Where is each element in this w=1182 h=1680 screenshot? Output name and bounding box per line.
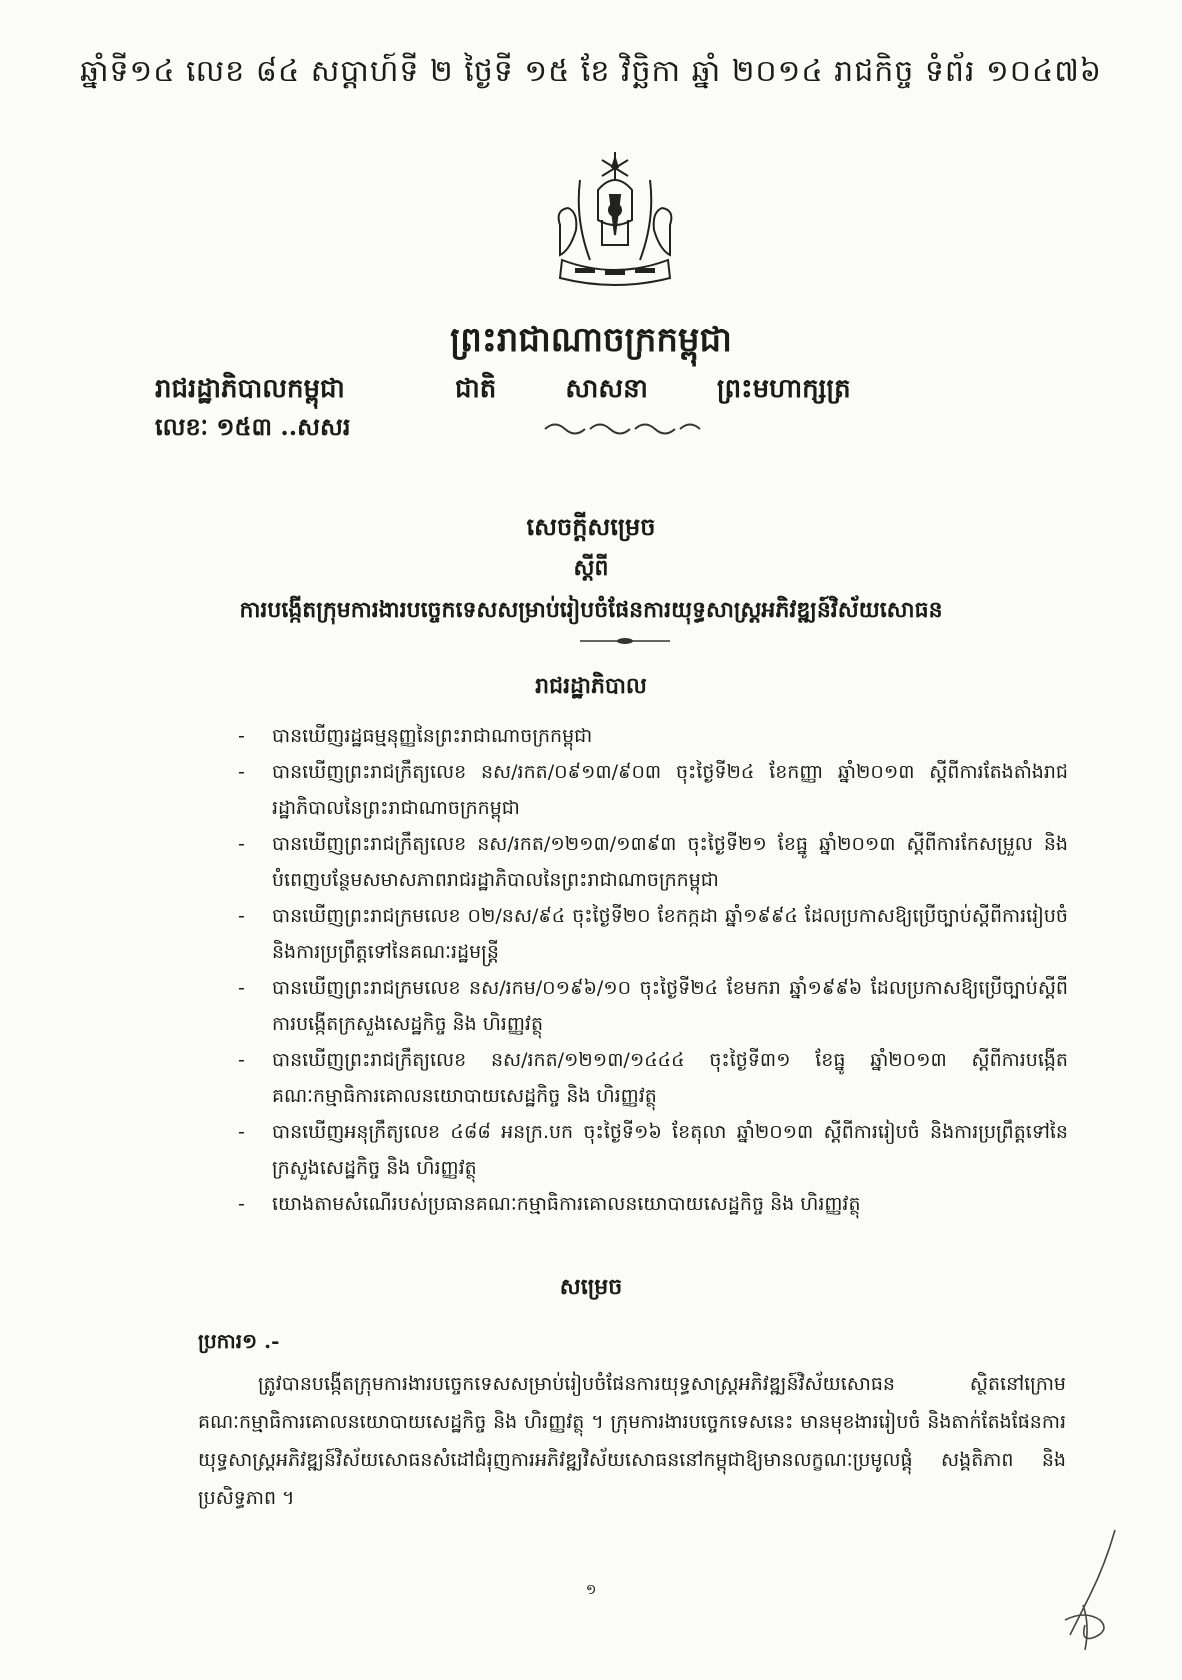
consideration-item: - បានឃើញព្រះរាជក្រមលេខ នស/រកម/០១៩៦/១០ ចុះថ្ងៃទី២៤ ខែមករា ឆ្នាំ១៩៩៦ ដែលប្រកាសឱ្យប្រើច្បាប់ស្តីពីការបង្កើតក្រសួងសេដ្ឋកិច្ច និង ហិរញ្ញវត្ថុ [238, 970, 1068, 1042]
motto-religion: សាសនា [565, 374, 648, 404]
consideration-item: - បានឃើញព្រះរាជក្រមលេខ ០២/នស/៩៤ ចុះថ្ងៃទី២០ ខែកក្កដា ឆ្នាំ១៩៩៤ ដែលប្រកាសឱ្យប្រើច្បាប់ស្តីពីការរៀបចំនិងការប្រព្រឹត្តទៅនៃគណៈរដ្ឋមន្ត្រី [238, 898, 1068, 970]
handwritten-initials [1055, 1525, 1130, 1655]
motto-king: ព្រះមហាក្សត្រ [716, 374, 851, 404]
consideration-item: - យោងតាមសំណើរបស់ប្រធានគណៈកម្មាធិការគោលនយោបាយសេដ្ឋកិច្ច និង ហិរញ្ញវត្ថុ [238, 1186, 1068, 1222]
national-motto [455, 372, 851, 410]
kingdom-title: ព្រះរាជាណាចក្រកម្ពុជា [450, 320, 732, 360]
document-number: លេខៈ ១៥៣ ..សសរ [155, 412, 351, 441]
motto-nation: ជាតិ [455, 374, 497, 404]
on-label: ស្តីពី [573, 555, 609, 581]
considerations-list [238, 718, 1068, 1222]
consideration-item: - បានឃើញព្រះរាជក្រឹត្យលេខ នស/រកត/១២១៣/១៣៩៣ ចុះថ្ងៃទី២១ ខែធ្នូ ឆ្នាំ២០១៣ ស្តីពីការកែសម្រួល និងបំពេញបន្ថែមសមាសភាពរាជរដ្ឋាភិបាលនៃព្រះរាជាណាចក្រកម្ពុជា [238, 826, 1068, 898]
divider-ornament [580, 636, 670, 646]
consideration-item: - បានឃើញអនុក្រឹត្យលេខ ៤៨៨ អនក្រ.បក ចុះថ្ងៃទី១៦ ខែតុលា ឆ្នាំ២០១៣ ស្តីពីការរៀបចំ និងការប្រព្រឹត្តទៅនៃក្រសួងសេដ្ឋកិច្ច និង ហិរញ្ញវត្ថុ [238, 1114, 1068, 1186]
decision-title: សេចក្តីសម្រេច [526, 512, 656, 541]
consideration-item: - បានឃើញរដ្ឋធម្មនុញ្ញនៃព្រះរាជាណាចក្រកម្ពុជា [238, 718, 1068, 754]
decision-subject: ការបង្កើតក្រុមការងារបច្ចេកទេសសម្រាប់រៀបចំផែនការយុទ្ធសាស្ត្រអភិវឌ្ឍន៍វិស័យសោធន [239, 597, 943, 623]
royal-crest-emblem [540, 150, 690, 300]
article-1-heading: ប្រការ១ .- [198, 1329, 280, 1353]
motto-ornament [540, 418, 710, 440]
article-1-body: ត្រូវបានបង្កើតក្រុមការងារបច្ចេកទេសសម្រាប់រៀបចំផែនការយុទ្ធសាស្ត្រអភិវឌ្ឍន៍វិស័យសោធន ស្ថិតនៅក្រោមគណៈកម្មាធិការគោលនយោបាយសេដ្ឋកិច្ច និង ហិរញ្ញវត្ថុ ។ ក្រុមការងារបច្ចេកទេសនេះ មានមុខងាររៀបចំ និងតាក់តែងផែនការយុទ្ធសាស្ត្រអភិវឌ្ឍន៍វិស័យសោធនសំដៅជំរុញការអភិវឌ្ឍវិស័យសោធននៅកម្ពុជាឱ្យមានលក្ខណៈប្រមូលផ្តុំ សង្គតិភាព និងប្រសិទ្ធភាព ។ [198, 1373, 1066, 1509]
consideration-item: - បានឃើញព្រះរាជក្រឹត្យលេខ នស/រកត/១២១៣/១៤៤៤ ចុះថ្ងៃទី៣១ ខែធ្នូ ឆ្នាំ២០១៣ ស្តីពីការបង្កើតគណៈកម្មាធិការគោលនយោបាយសេដ្ឋកិច្ច និង ហិរញ្ញវត្ថុ [238, 1042, 1068, 1114]
government-heading: រាជរដ្ឋាភិបាល [535, 673, 647, 699]
gazette-header: ឆ្នាំទី១៤ លេខ ៨៤ សប្តាហ៍ទី ២ ថ្ងៃទី ១៥ ខែ វិច្ឆិកា ឆ្នាំ ២០១៤ រាជកិច្ច ទំព័រ ១០៤៧៦ [79, 54, 1103, 89]
page-number: ១ [585, 1582, 597, 1598]
decides-heading: សម្រេច [559, 1274, 623, 1300]
issuing-authority: រាជរដ្ឋាភិបាលកម្ពុជា [155, 374, 345, 404]
consideration-item: - បានឃើញព្រះរាជក្រឹត្យលេខ នស/រកត/០៩១៣/៩០៣ ចុះថ្ងៃទី២៤ ខែកញ្ញា ឆ្នាំ២០១៣ ស្តីពីការតែងតាំងរាជរដ្ឋាភិបាលនៃព្រះរាជាណាចក្រកម្ពុជា [238, 754, 1068, 826]
